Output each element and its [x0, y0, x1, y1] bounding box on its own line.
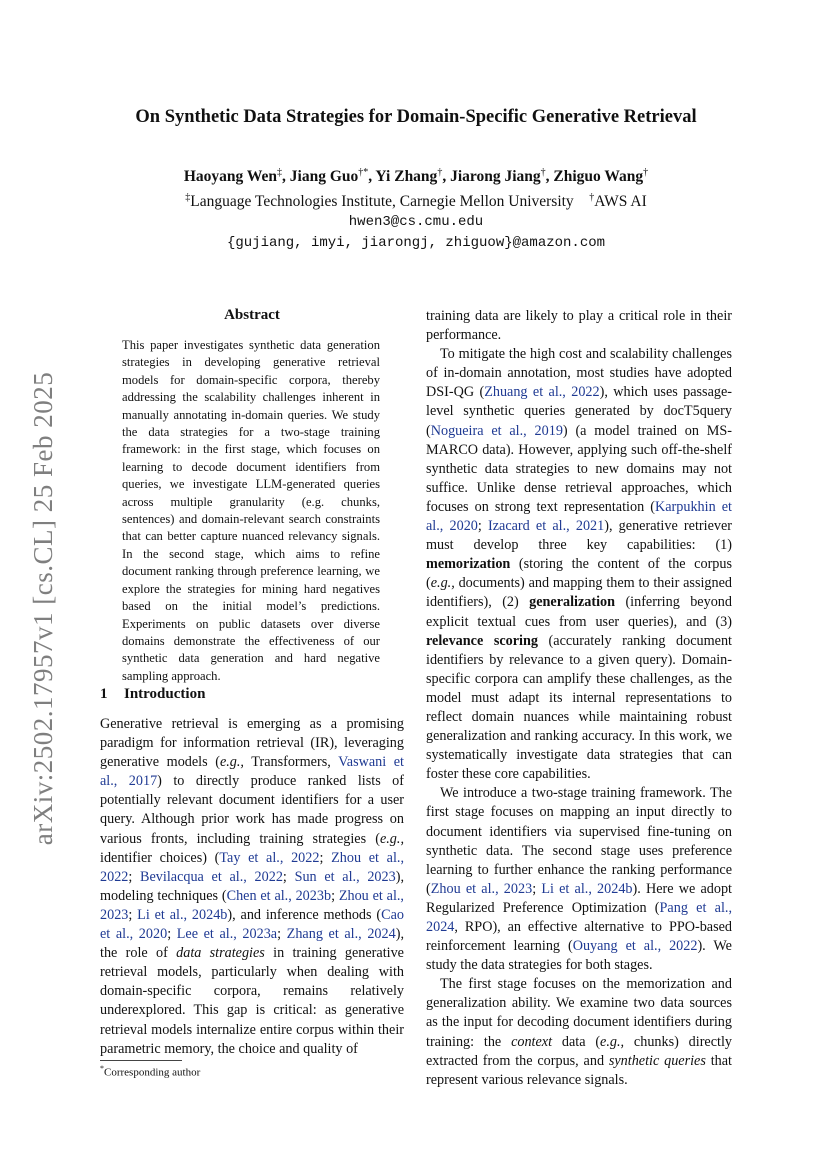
- arxiv-stamp: [18, 368, 70, 848]
- right-paragraph-3: We introduce a two-stage training framework. The first stage focuses on mapping an input directly to document identifiers via supervised fine-tuning on synthetic data. The second stage uses preference learning to further enhance the ranking performance (Zhou et al., 2023; Li et al., 2024b). Here we adopt Regularized Preference Optimization (Pang et al., 2024, RPO), an effective alternative to PPO-based reinforcement learning (Ouyang et al., 2022). We study the data strategies for both stages.: [426, 785, 732, 974]
- right-column: [426, 307, 732, 1090]
- intro-left-column: [100, 715, 404, 1059]
- section-heading-introduction: [100, 686, 205, 703]
- author-names: Haoyang Wen‡, Jiang Guo†*, Yi Zhang†, Jiarong Jiang†, Zhiguo Wang†: [183, 167, 649, 186]
- paper-title: On Synthetic Data Strategies for Domain-Specific Generative Retrieval: [135, 107, 697, 127]
- right-paragraph-4: The first stage focuses on the memorization and generalization ability. We examine two data sources as the input for decoding document identifiers during training: the context data (e.g., chunks) directly extracted from the corpus, and synthetic queries that represent various relevance signals.: [426, 976, 732, 1088]
- arxiv-stamp-text: arXiv:2502.17957v1 [cs.CL] 25 Feb 2025: [28, 371, 59, 845]
- footnote-corresponding-author: *Corresponding author: [100, 1064, 201, 1079]
- abstract-body: This paper investigates synthetic data generation strategies in developing generative retrieval models for domain-specific corpora, thereby addressing the scalability challenges inherent in manually annotating in-domain queries. We study the data strategies for a two-stage training framework: in the first stage, which focuses on learning to decode document identifiers from queries, we investigate LLM-generated queries across multiple granularity (e.g. chunks, sentences) and domain-relevant search constraints that can better capture nuanced relevancy signals. In the second stage, which aims to refine document ranking through preference learning, we explore the strategies for mining hard negatives based on the initial model’s predictions. Experiments on public datasets over diverse domains demonstrate the effectiveness of our synthetic data generation and hard negative sampling approach.: [122, 338, 380, 683]
- abstract-heading: Abstract: [224, 307, 280, 323]
- section-number: 1: [100, 686, 108, 702]
- right-paragraph-2: To mitigate the high cost and scalability challenges of in-domain annotation, most studies have adopted DSI-QG (Zhuang et al., 2022), which uses passage-level synthetic queries generated by docT5query (Nogueira et al., 2019) (a model trained on MS-MARCO data). However, applying such off-the-shelf synthetic data strategies to new domains may not suffice. Unlike dense retrieval approaches, which focuses on strong text representation (Karpukhin et al., 2020; Izacard et al., 2021), generative retriever must develop three key capabilities: (1) memorization (storing the content of the corpus (e.g., documents) and mapping them to their assigned identifiers), (2) generalization (inferring beyond explicit textual cues from user queries), and (3) relevance scoring (accurately ranking document identifiers by relevance to a given query). Domain-specific corpora can amplify these challenges, as the model must adapt its internal representations to reflect domain nuances while maintaining robust generalization and ranking accuracy. In this work, we systematically investigate data strategies that can foster these core capabilities.: [426, 346, 733, 783]
- affiliations: ‡Language Technologies Institute, Carnegie Mellon University †AWS AI: [185, 192, 647, 211]
- author-block: [60, 162, 772, 254]
- right-paragraph-1: training data are likely to play a critical role in their performance.: [426, 308, 732, 344]
- email-group: {gujiang, imyi, jiarongj, zhiguow}@amazon.com: [226, 235, 606, 252]
- section-title: Introduction: [124, 686, 206, 702]
- email-primary: hwen3@cs.cmu.edu: [348, 214, 484, 231]
- footnote-divider: [100, 1060, 182, 1061]
- intro-paragraph-1: Generative retrieval is emerging as a promising paradigm for information retrieval (IR), leveraging generative models (e.g., Transformers, Vaswani et al., 2017) to directly produce ranked lists of potentially relevant document identifiers for a user query. Although prior work has made progress on various fronts, including training strategies (e.g., identifier choices) (Tay et al., 2022; Zhou et al., 2022; Bevilacqua et al., 2022; Sun et al., 2023), modeling techniques (Chen et al., 2023b; Zhou et al., 2023; Li et al., 2024b), and inference methods (Cao et al., 2020; Lee et al., 2023a; Zhang et al., 2024), the role of data strategies in training generative retrieval models, particularly when dealing with domain-specific corpora, remains relatively underexplored. This gap is critical: as generative retrieval models internalize entire corpus within their parametric memory, the choice and quality of: [100, 716, 404, 1057]
